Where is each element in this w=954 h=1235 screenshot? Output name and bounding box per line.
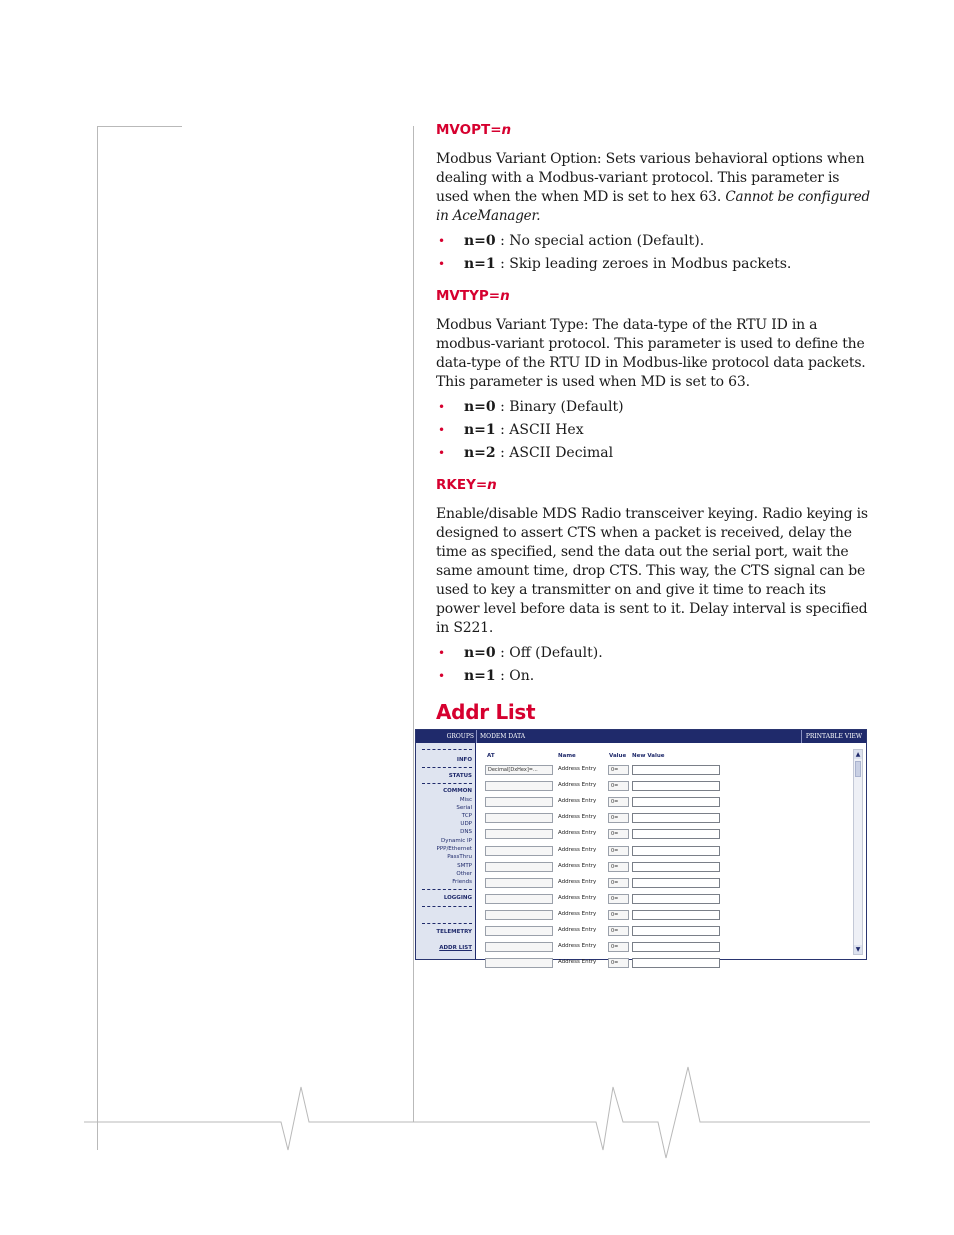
- option-text: : Binary (Default): [495, 399, 624, 415]
- sidebar-divider: [422, 749, 472, 750]
- option-text: : ASCII Decimal: [495, 445, 614, 461]
- at-command-field: Decimal[DxHex]=...: [485, 765, 553, 775]
- new-value-input[interactable]: [632, 958, 720, 968]
- bullet-icon: •: [438, 669, 446, 683]
- command-heading: [436, 288, 872, 304]
- entry-name: Address Entry: [558, 862, 597, 869]
- sidebar-item[interactable]: Misc: [459, 797, 472, 803]
- current-value-field: 0=: [608, 862, 629, 872]
- sidebar-item[interactable]: STATUS: [448, 773, 472, 779]
- entry-name: Address Entry: [558, 894, 597, 901]
- entry-name: Address Entry: [558, 878, 597, 885]
- entry-name: Address Entry: [558, 782, 597, 789]
- at-command-field: [485, 942, 553, 952]
- current-value-field: 0=: [608, 781, 629, 791]
- column-header-at: AT: [487, 753, 495, 759]
- main-content: [436, 120, 872, 724]
- new-value-input[interactable]: [632, 894, 720, 904]
- option-item: [436, 644, 872, 663]
- at-command-field: [485, 862, 553, 872]
- new-value-input[interactable]: [632, 765, 720, 775]
- current-value-field: 0=: [608, 942, 629, 952]
- modem-data-panel: [477, 743, 866, 967]
- option-item: [436, 232, 872, 251]
- sidebar-item[interactable]: Other: [456, 871, 472, 877]
- option-item: [436, 444, 872, 463]
- at-command-field: [485, 813, 553, 823]
- at-command-field: [485, 846, 553, 856]
- option-text: : ASCII Hex: [495, 422, 584, 438]
- command-arg: n: [500, 288, 510, 304]
- command-name: RKEY=: [436, 477, 488, 493]
- new-value-input[interactable]: [632, 926, 720, 936]
- option-key: n=0: [464, 645, 496, 661]
- current-value-field: 0=: [608, 878, 629, 888]
- at-command-field: [485, 910, 553, 920]
- current-value-field: 0=: [608, 910, 629, 920]
- command-name: MVOPT=: [436, 122, 502, 138]
- bullet-icon: •: [438, 400, 446, 414]
- current-value-field: 0=: [608, 797, 629, 807]
- column-header-value: Value: [609, 753, 627, 759]
- command-description: Enable/disable MDS Radio transceiver keying. Radio keying is designed to assert CTS when a packet is received, delay the time as specified, send the data out the serial port, wait the same amount time, drop CTS. This way, the CTS signal can be used to key a transmitter on and give it time to reach its power level before data is sent to it. Delay interval is specified in S221.: [436, 506, 868, 636]
- at-command-field: [485, 958, 553, 968]
- new-value-input[interactable]: [632, 813, 720, 823]
- new-value-input[interactable]: [632, 797, 720, 807]
- sidebar-item[interactable]: UDP: [460, 821, 472, 827]
- entry-name: Address Entry: [558, 927, 597, 933]
- address-entry-row: [477, 910, 857, 922]
- scroll-up-icon[interactable]: ▲: [855, 751, 861, 758]
- command-section-mvopt: [436, 122, 872, 274]
- address-entry-row: [477, 958, 857, 970]
- option-key: n=1: [464, 668, 496, 684]
- option-list: [436, 644, 872, 686]
- sidebar-item[interactable]: LOGGING: [443, 895, 472, 901]
- address-entry-row: [477, 846, 857, 858]
- address-entry-row: [477, 797, 857, 809]
- command-arg: n: [501, 122, 512, 138]
- column-header-name: Name: [558, 753, 576, 759]
- address-entry-row: [477, 829, 857, 841]
- bullet-icon: •: [438, 423, 446, 437]
- address-entry-row: [477, 862, 857, 874]
- command-description: [436, 150, 872, 226]
- new-value-input[interactable]: [632, 781, 720, 791]
- option-text: : Off (Default).: [495, 645, 603, 661]
- sidebar-item[interactable]: Friends: [452, 879, 472, 885]
- sidebar-item[interactable]: PassThru: [447, 854, 472, 860]
- screenshot-top-bar: [416, 730, 866, 743]
- new-value-input[interactable]: [632, 910, 720, 920]
- option-key: n=1: [464, 256, 496, 272]
- new-value-input[interactable]: [632, 846, 720, 856]
- entry-name: Address Entry: [558, 846, 597, 853]
- command-name: MVTYP=: [436, 288, 501, 304]
- option-key: n=0: [464, 233, 496, 249]
- option-item: [436, 421, 872, 440]
- sidebar-item[interactable]: Dynamic IP: [441, 838, 472, 844]
- command-description: Modbus Variant Type: The data-type of the RTU ID in a modbus-variant protocol. This parameter is used to define the data-type of the RTU ID in Modbus-like protocol data packets. This parameter is used when MD is set to 63.: [436, 317, 866, 390]
- new-value-input[interactable]: [632, 942, 720, 952]
- sidebar-item[interactable]: PPP/Ethernet: [436, 846, 472, 852]
- current-value-field: 0=: [608, 813, 629, 823]
- option-text: : On.: [495, 668, 535, 684]
- at-command-field: [485, 894, 553, 904]
- current-value-field: 0=: [608, 765, 629, 775]
- address-entry-row: [477, 781, 857, 793]
- entry-name: Address Entry: [558, 943, 597, 950]
- current-value-field: 0=: [608, 958, 629, 968]
- option-item: [436, 667, 872, 686]
- address-entry-row: [477, 894, 857, 906]
- command-heading: [436, 122, 872, 138]
- option-list: [436, 398, 872, 463]
- sidebar-item[interactable]: TELEMETRY: [436, 929, 472, 935]
- address-entry-row: [477, 942, 857, 954]
- at-command-field: [485, 797, 553, 807]
- sidebar-item[interactable]: SMTP: [457, 863, 472, 869]
- column-header-new-value: New Value: [632, 753, 665, 759]
- at-command-field: [485, 781, 553, 791]
- top-bar-divider: [801, 730, 802, 743]
- option-item: [436, 398, 872, 417]
- new-value-input[interactable]: [632, 862, 720, 872]
- acemanager-screenshot: [415, 729, 867, 967]
- command-section-mvtyp: [436, 288, 872, 463]
- at-command-field: [485, 878, 553, 888]
- entry-name: Address Entry: [558, 766, 597, 772]
- top-bar-divider: [476, 730, 477, 743]
- sidebar-divider: [422, 889, 472, 890]
- sidebar-divider: [422, 783, 472, 784]
- sidebar-item[interactable]: TCP: [461, 813, 472, 819]
- current-value-field: 0=: [608, 926, 629, 936]
- option-text: : Skip leading zeroes in Modbus packets.: [495, 256, 792, 272]
- groups-header: GROUPS: [446, 733, 474, 740]
- description-text: Modbus Variant Option: Sets various behavioral options when dealing with a Modbus-variant protocol. This parameter is used when the when MD is set to hex 63.: [436, 151, 865, 205]
- printable-view-link[interactable]: PRINTABLE VIEW: [805, 733, 862, 740]
- option-key: n=2: [464, 445, 496, 461]
- bullet-icon: •: [438, 257, 446, 271]
- command-section-rkey: [436, 477, 872, 686]
- address-entry-row: [477, 765, 857, 777]
- option-key: n=1: [464, 422, 496, 438]
- sidebar-item[interactable]: DNS: [460, 829, 472, 835]
- modem-data-tab[interactable]: MODEM DATA: [480, 733, 526, 740]
- groups-sidebar: [416, 743, 476, 959]
- scroll-down-icon[interactable]: ▼: [855, 946, 861, 953]
- at-command-field: [485, 829, 553, 839]
- option-key: n=0: [464, 399, 496, 415]
- sidebar-item[interactable]: INFO: [456, 757, 472, 763]
- current-value-field: 0=: [608, 894, 629, 904]
- sidebar-item[interactable]: Serial: [456, 805, 472, 811]
- command-heading: [436, 477, 872, 493]
- option-text: : No special action (Default).: [495, 233, 705, 249]
- address-entry-row: [477, 878, 857, 890]
- entry-name: Address Entry: [558, 814, 597, 821]
- description-note: Cannot be configured in AceManager.: [436, 189, 870, 224]
- sidebar-divider: [422, 923, 472, 924]
- option-item: [436, 255, 872, 274]
- new-value-input[interactable]: [632, 829, 720, 839]
- command-arg: n: [487, 477, 497, 493]
- sidebar-item[interactable]: ADDR LIST: [439, 945, 472, 951]
- address-entry-row: [477, 813, 857, 825]
- sidebar-divider: [422, 906, 472, 907]
- at-command-field: [485, 926, 553, 936]
- bullet-icon: •: [438, 234, 446, 248]
- entry-name: Address Entry: [558, 830, 597, 837]
- address-entry-row: [477, 926, 857, 938]
- entry-name: Address Entry: [558, 798, 597, 805]
- sidebar-divider: [422, 767, 472, 768]
- entry-name: Address Entry: [558, 959, 597, 966]
- current-value-field: 0=: [608, 829, 629, 839]
- bullet-icon: •: [438, 646, 446, 660]
- option-list: [436, 232, 872, 274]
- entry-name: Address Entry: [558, 910, 597, 917]
- bullet-icon: •: [438, 446, 446, 460]
- new-value-input[interactable]: [632, 878, 720, 888]
- section-title: Addr List: [436, 700, 536, 724]
- current-value-field: 0=: [608, 846, 629, 856]
- sidebar-item[interactable]: COMMON: [443, 788, 472, 794]
